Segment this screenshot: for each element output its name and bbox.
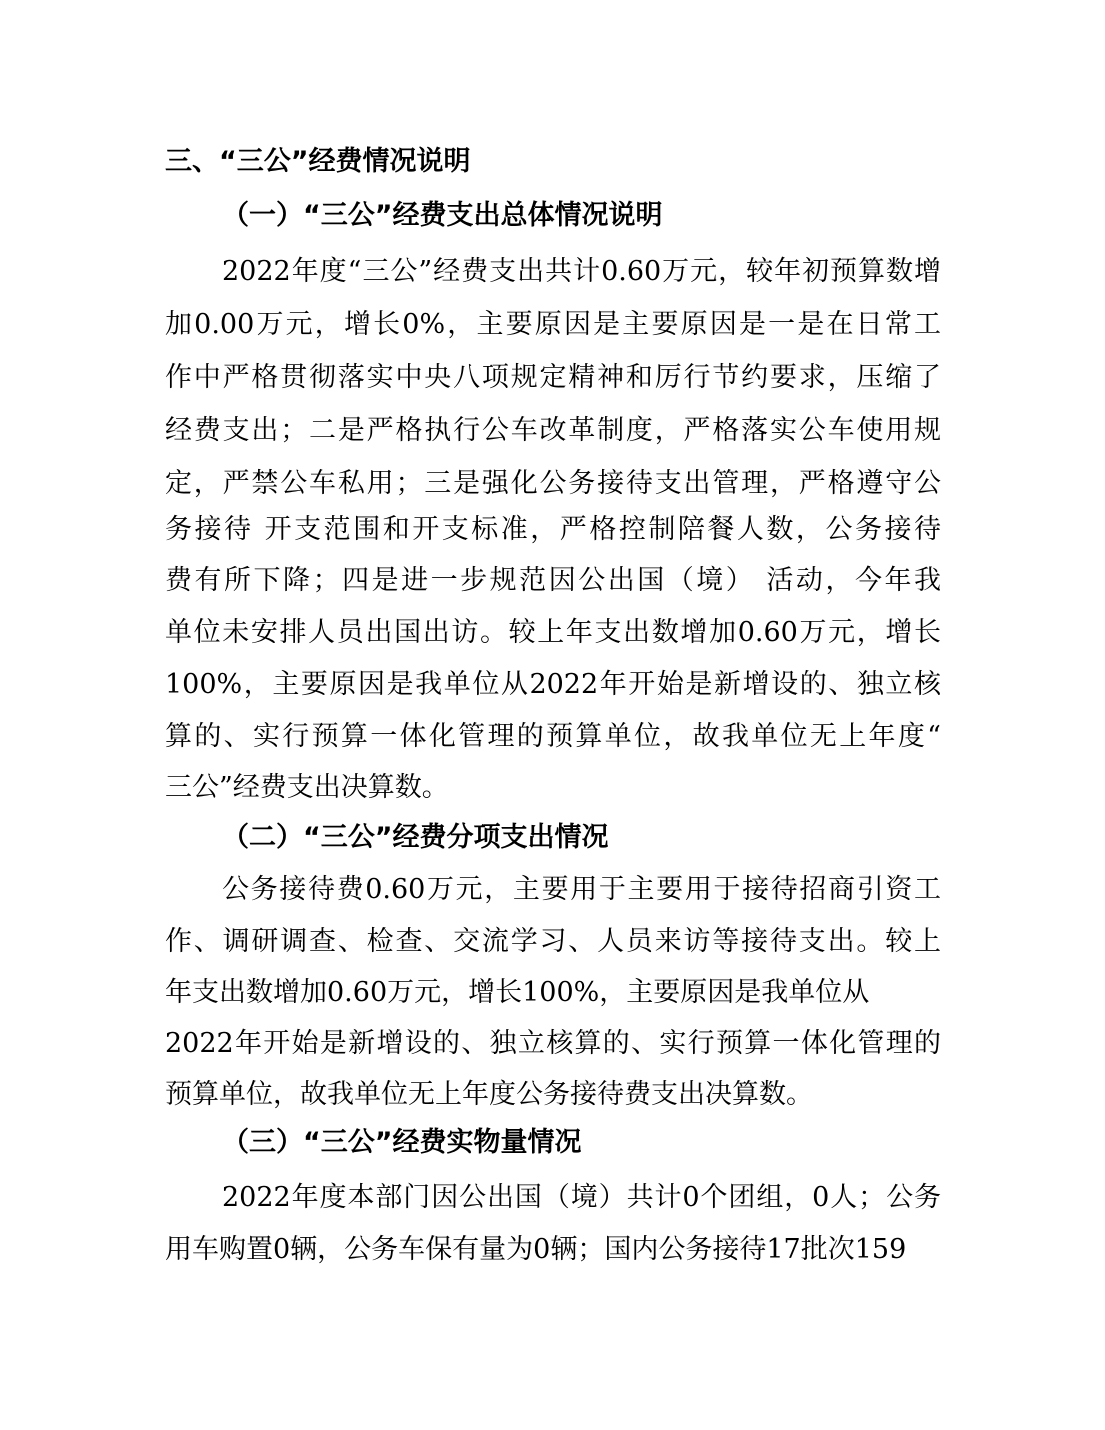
section-heading: 三、“三公”经费情况说明 [165, 146, 471, 177]
paragraph-2-line: 2022年开始是新增设的、独立核算的、实行预算一体化管理的 [165, 1028, 941, 1059]
paragraph-1-line: 费有所下降；四是进一步规范因公出国（境） 活动，今年我 [165, 565, 941, 596]
paragraph-2-line: 年支出数增加0.60万元，增长100%，主要原因是我单位从 [165, 977, 870, 1008]
paragraph-1-line: 算的、实行预算一体化管理的预算单位，故我单位无上年度“ [165, 721, 941, 752]
paragraph-1-line: 100%，主要原因是我单位从2022年开始是新增设的、独立核 [165, 669, 941, 700]
paragraph-2-line: 公务接待费0.60万元，主要用于主要用于接待招商引资工 [222, 874, 941, 905]
subsection-heading-1: （一）“三公”经费支出总体情况说明 [222, 200, 663, 231]
paragraph-1-line: 作中严格贯彻落实中央八项规定精神和厉行节约要求，压缩了 [165, 362, 941, 393]
paragraph-1-line: 定，严禁公车私用；三是强化公务接待支出管理，严格遵守公 [165, 468, 941, 499]
paragraph-2-line: 预算单位，故我单位无上年度公务接待费支出决算数。 [165, 1079, 813, 1110]
subsection-heading-3: （三）“三公”经费实物量情况 [222, 1127, 582, 1158]
paragraph-1-line: 三公”经费支出决算数。 [165, 772, 449, 803]
paragraph-1-line: 加0.00万元，增长0%，主要原因是主要原因是一是在日常工 [165, 309, 941, 340]
paragraph-3-line: 用车购置0辆，公务车保有量为0辆；国内公务接待17批次159 [165, 1234, 907, 1265]
paragraph-2-line: 作、调研调查、检查、交流学习、人员来访等接待支出。较上 [165, 926, 941, 957]
paragraph-1-line: 单位未安排人员出国出访。较上年支出数增加0.60万元，增长 [165, 617, 941, 648]
subsection-heading-2: （二）“三公”经费分项支出情况 [222, 822, 609, 853]
paragraph-1-line: 经费支出；二是严格执行公车改革制度，严格落实公车使用规 [165, 415, 941, 446]
paragraph-3-line: 2022年度本部门因公出国（境）共计0个团组，0人；公务 [222, 1182, 941, 1213]
paragraph-1-line: 2022年度“三公”经费支出共计0.60万元，较年初预算数增 [222, 256, 941, 287]
paragraph-1-line: 务接待 开支范围和开支标准，严格控制陪餐人数，公务接待 [165, 514, 941, 545]
